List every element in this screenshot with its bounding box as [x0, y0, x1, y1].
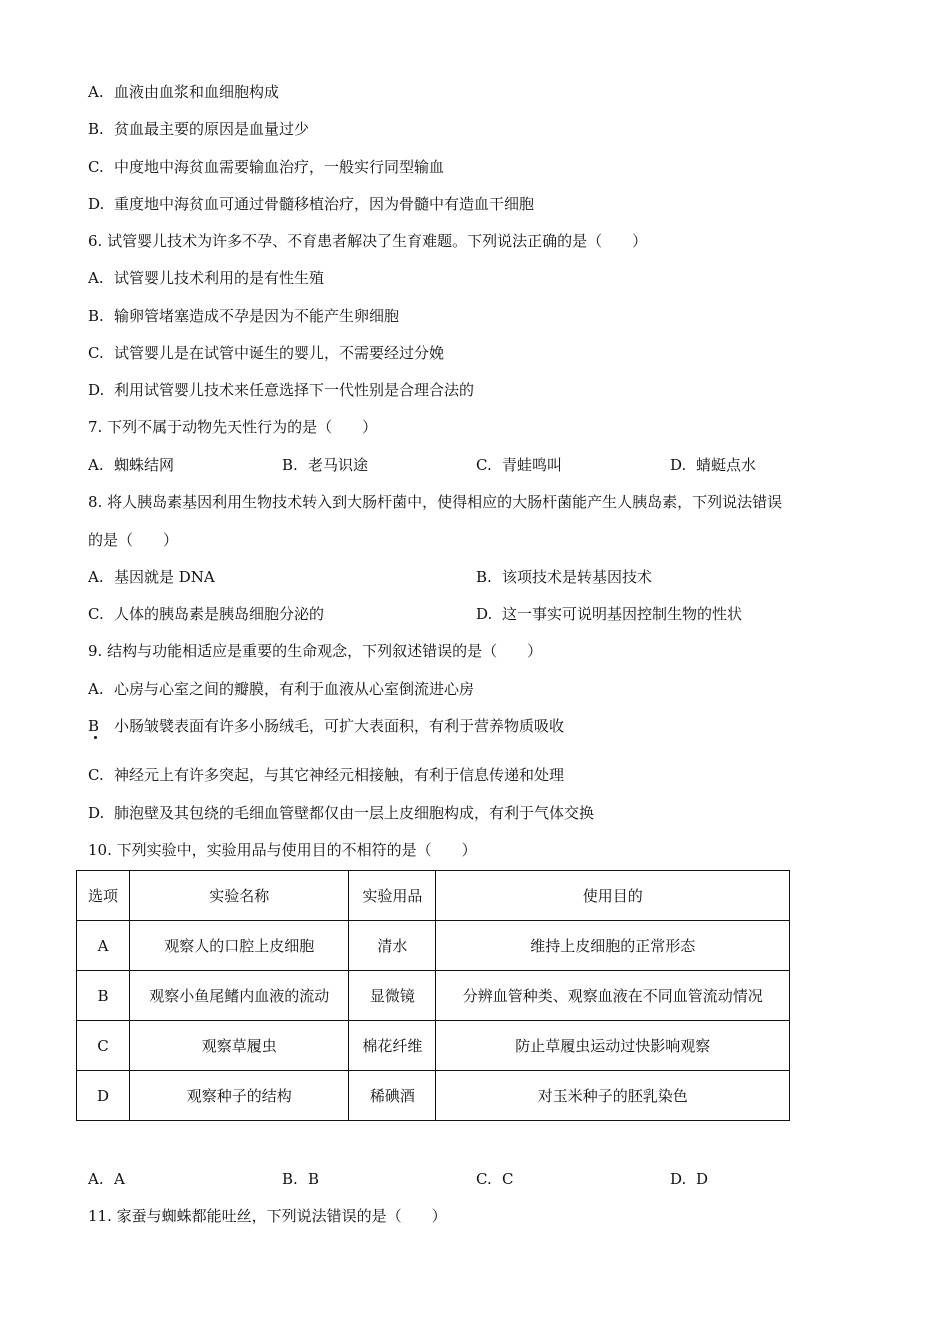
table-cell: 防止草履虫运动过快影响观察: [436, 1021, 790, 1071]
q6-option-c: C. 试管婴儿是在试管中诞生的婴儿，不需要经过分娩: [88, 344, 445, 362]
q11-stem: 11. 家蚕与蜘蛛都能吐丝，下列说法错误的是（ ）: [88, 1207, 447, 1225]
q6-option-d: D. 利用试管婴儿技术来任意选择下一代性别是合理合法的: [88, 381, 475, 399]
table-row: [77, 921, 790, 971]
q5-option-c: C. 中度地中海贫血需要输血治疗，一般实行同型输血: [88, 158, 445, 176]
table-cell: C: [77, 1021, 130, 1071]
q5-option-b: B. 贫血最主要的原因是血量过少: [88, 120, 310, 138]
q5-option-a: A. 血液由血浆和血细胞构成: [88, 83, 280, 101]
q6-option-b: B. 输卵管堵塞造成不孕是因为不能产生卵细胞: [88, 307, 400, 325]
q7-stem: 7. 下列不属于动物先天性行为的是（ ）: [88, 418, 378, 436]
q10-stem: 10. 下列实验中，实验用品与使用目的不相符的是（ ）: [88, 841, 477, 859]
q8-stem-line1: 8. 将人胰岛素基因利用生物技术转入到大肠杆菌中，使得相应的大肠杆菌能产生人胰岛素，下列说法错误: [88, 493, 783, 511]
table-cell: 显微镜: [349, 971, 436, 1021]
q10-option-c: C. C: [476, 1170, 514, 1188]
table-cell: B: [77, 971, 130, 1021]
table-cell: A: [77, 921, 130, 971]
table-cell: 棉花纤维: [349, 1021, 436, 1071]
table-cell: 稀碘酒: [349, 1071, 436, 1121]
table-header-cell: 使用目的: [436, 871, 790, 921]
table-cell: 维持上皮细胞的正常形态: [436, 921, 790, 971]
q6-option-a: A. 试管婴儿技术利用的是有性生殖: [88, 269, 325, 287]
q8-stem-line2: 的是（ ）: [88, 531, 179, 549]
q6-stem: 6. 试管婴儿技术为许多不孕、不育患者解决了生育难题。下列说法正确的是（ ）: [88, 232, 648, 250]
q8-option-c: C. 人体的胰岛素是胰岛细胞分泌的: [88, 605, 325, 623]
q7-option-b: B. 老马识途: [282, 456, 369, 474]
q8-option-a: A. 基因就是 DNA: [88, 568, 215, 586]
q8-option-d: D. 这一事实可说明基因控制生物的性状: [476, 605, 743, 623]
q7-option-d: D. 蜻蜓点水: [670, 456, 757, 474]
q9-option-d: D. 肺泡壁及其包绕的毛细血管壁都仅由一层上皮细胞构成，有利于气体交换: [88, 804, 595, 822]
table-cell: 分辨血管种类、观察血液在不同血管流动情况: [436, 971, 790, 1021]
q10-option-b: B. B: [282, 1170, 320, 1188]
q9-option-b: B 小肠皱襞表面有许多小肠绒毛，可扩大表面积，有利于营养物质吸收: [88, 717, 565, 735]
q7-option-a: A. 蜘蛛结网: [88, 456, 175, 474]
q7-option-c: C. 青蛙鸣叫: [476, 456, 563, 474]
table-header-cell: 实验名称: [130, 871, 349, 921]
table-cell: 观察人的口腔上皮细胞: [130, 921, 349, 971]
table-header-row: [77, 871, 790, 921]
table-cell: 清水: [349, 921, 436, 971]
table-cell: 观察小鱼尾鳍内血液的流动: [130, 971, 349, 1021]
q10-option-d: D. D: [670, 1170, 709, 1188]
table-cell: D: [77, 1071, 130, 1121]
stray-dot-mark: [94, 736, 97, 739]
table-cell: 对玉米种子的胚乳染色: [436, 1071, 790, 1121]
q9-option-c: C. 神经元上有许多突起，与其它神经元相接触，有利于信息传递和处理: [88, 766, 565, 784]
table-cell: 观察种子的结构: [130, 1071, 349, 1121]
table-cell: 观察草履虫: [130, 1021, 349, 1071]
q10-option-a: A. A: [88, 1170, 125, 1188]
q9-option-a: A. 心房与心室之间的瓣膜，有利于血液从心室倒流进心房: [88, 680, 475, 698]
table-row: [77, 1071, 790, 1121]
table-row: [77, 1021, 790, 1071]
experiment-table: [76, 870, 790, 1121]
q5-option-d: D. 重度地中海贫血可通过骨髓移植治疗，因为骨髓中有造血干细胞: [88, 195, 535, 213]
table-header-cell: 选项: [77, 871, 130, 921]
q9-stem: 9. 结构与功能相适应是重要的生命观念，下列叙述错误的是（ ）: [88, 642, 543, 660]
table-header-cell: 实验用品: [349, 871, 436, 921]
q8-option-b: B. 该项技术是转基因技术: [476, 568, 653, 586]
table-row: [77, 971, 790, 1021]
